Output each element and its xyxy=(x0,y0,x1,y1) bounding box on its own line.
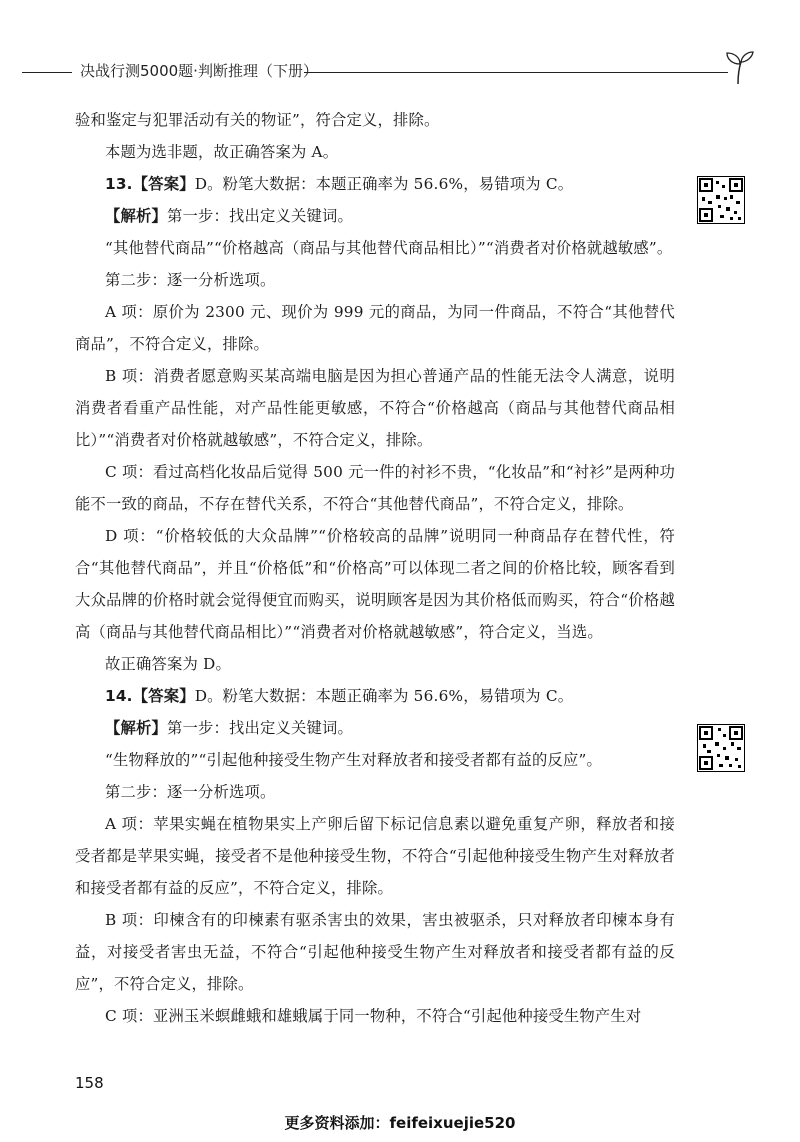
header-title: 决战行测5000题·判断推理（下册） xyxy=(80,62,318,80)
answer-paragraph: 14.【答案】D。粉笔大数据：本题正确率为 56.6%，易错项为 C。 xyxy=(105,687,574,705)
paragraph: B 项：印楝含有的印楝素有驱杀害虫的效果，害虫被驱杀，只对释放者印楝本身有益，对接受者害虫无益，不符合“引起他种接受生物产生对释放者和接受者都有益的反应”，不符合定义，排除。 xyxy=(75,911,675,993)
paragraph: “生物释放的”“引起他种接受生物产生对释放者和接受者都有益的反应”。 xyxy=(105,751,602,769)
page-number: 158 xyxy=(75,1074,104,1092)
paragraph: 验和鉴定与犯罪活动有关的物证”，符合定义，排除。 xyxy=(75,111,440,129)
body-text xyxy=(75,104,675,1032)
paragraph: 第二步：逐一分析选项。 xyxy=(105,271,276,289)
paragraph: D 项：“价格较低的大众品牌”“价格较高的品牌”说明同一种商品存在替代性，符合“其他替代商品”，并且“价格低”和“价格高”可以体现二者之间的价格比较，顾客看到大众品牌的价格时就会觉得便宜而购买，说明顾客是因为其价格低而购买，符合“价格越高（商品与其他替代商品相比）”“消费者对价格就越敏感”，符合定义，当选。 xyxy=(75,527,675,641)
header-rule-left xyxy=(22,72,72,73)
paragraph: 第二步：逐一分析选项。 xyxy=(105,783,276,801)
paragraph: A 项：原价为 2300 元、现价为 999 元的商品，为同一件商品，不符合“其他替代商品”，不符合定义，排除。 xyxy=(75,303,675,353)
running-header xyxy=(0,58,800,88)
paragraph: A 项：苹果实蝇在植物果实上产卵后留下标记信息素以避免重复产卵，释放者和接受者都是苹果实蝇，接受者不是他种接受生物，不符合“引起他种接受生物产生对释放者和接受者都有益的反应”，不符合定义，排除。 xyxy=(75,815,675,897)
header-rule-right xyxy=(304,72,728,73)
qr-code-icon xyxy=(697,724,745,772)
paragraph: C 项：亚洲玉米螟雌蛾和雄蛾属于同一物种，不符合“引起他种接受生物产生对 xyxy=(105,1007,642,1025)
analysis-paragraph: 【解析】第一步：找出定义关键词。 xyxy=(105,207,353,225)
paragraph: B 项：消费者愿意购买某高端电脑是因为担心普通产品的性能无法令人满意，说明消费者看重产品性能，对产品性能更敏感，不符合“价格越高（商品与其他替代商品相比）”“消费者对价格就越敏感”，不符合定义，排除。 xyxy=(75,367,675,449)
sprout-icon xyxy=(722,50,756,86)
paragraph: “其他替代商品”“价格越高（商品与其他替代商品相比）”“消费者对价格就越敏感”。 xyxy=(105,239,673,257)
paragraph: 故正确答案为 D。 xyxy=(105,655,232,673)
paragraph: C 项：看过高档化妆品后觉得 500 元一件的衬衫不贵，“化妆品”和“衬衫”是两种功能不一致的商品，不存在替代关系，不符合“其他替代商品”，不符合定义，排除。 xyxy=(75,463,675,513)
footer-note: 更多资料添加：feifeixuejie520 xyxy=(284,1114,516,1132)
analysis-paragraph: 【解析】第一步：找出定义关键词。 xyxy=(105,719,353,737)
qr-code-icon xyxy=(697,176,745,224)
paragraph: 本题为选非题，故正确答案为 A。 xyxy=(105,143,339,161)
answer-paragraph: 13.【答案】D。粉笔大数据：本题正确率为 56.6%，易错项为 C。 xyxy=(105,175,574,193)
